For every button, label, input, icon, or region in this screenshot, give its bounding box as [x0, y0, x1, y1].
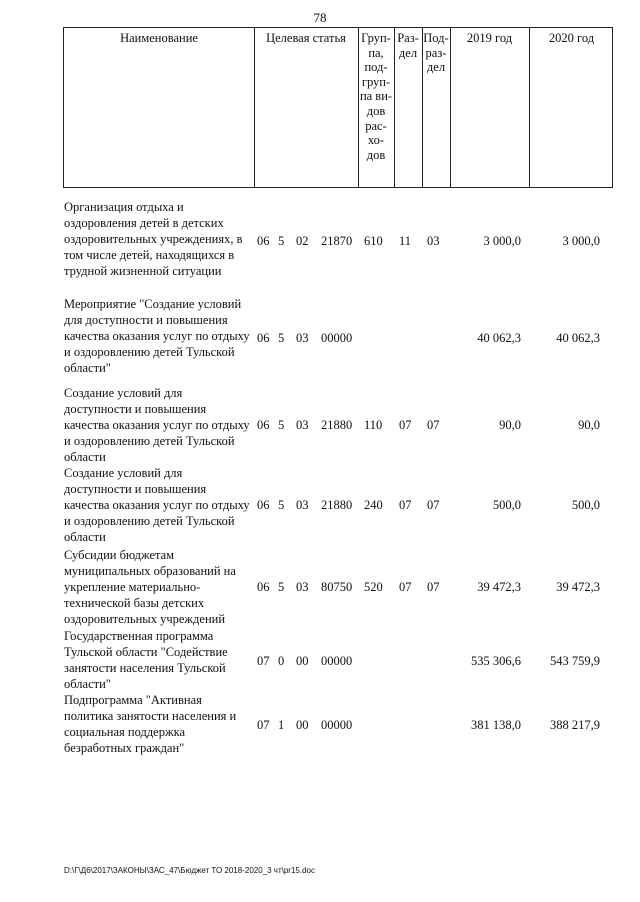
- target-subprogram: 1: [278, 718, 285, 732]
- target-program: 06: [257, 580, 270, 594]
- row-name: Мероприятие "Создание условий для доступности и повышения качества оказания услуг по отдыху и оздоровлению детей Тульской области": [64, 297, 250, 376]
- header-group-line: груп-: [361, 74, 391, 89]
- amount-2020: 388 217,9: [550, 718, 600, 732]
- target-event: 03: [296, 418, 309, 432]
- amount-2019: 500,0: [492, 498, 521, 512]
- subsection: 03: [427, 234, 440, 248]
- target-event: 03: [296, 580, 309, 594]
- header-2020: 2020 год: [548, 31, 595, 45]
- header-group-line: рас-: [365, 118, 387, 133]
- amount-2020: 40 062,3: [556, 331, 600, 345]
- target-program: 06: [257, 498, 270, 512]
- target-event: 02: [296, 234, 309, 248]
- target-direction: 21880: [321, 418, 353, 432]
- target-subprogram: 5: [278, 498, 285, 512]
- header-group: [358, 31, 394, 162]
- header-subsection-line: раз-: [425, 45, 447, 60]
- row-name: Создание условий для доступности и повышения качества оказания услуг по отдыху и оздоровлению детей Тульской области: [64, 466, 250, 545]
- row-name: Организация отдыха и оздоровления детей в детских оздоровительных учреждениях, в том числе детей, находящихся в трудной жизненной ситуации: [64, 200, 243, 279]
- amount-2020: 3 000,0: [562, 234, 600, 248]
- target-direction: 00000: [321, 654, 353, 668]
- header-target: Целевая статья: [266, 31, 346, 45]
- target-event: 00: [296, 654, 309, 668]
- amount-2020: 39 472,3: [556, 580, 600, 594]
- target-event: 00: [296, 718, 309, 732]
- header-section-line: дел: [398, 45, 418, 60]
- header-subsection-line: Под-: [423, 31, 449, 45]
- header-divider: [529, 28, 530, 187]
- target-program: 07: [257, 718, 270, 732]
- amount-2019: 39 472,3: [477, 580, 521, 594]
- target-subprogram: 5: [278, 331, 285, 345]
- header-group-line: Груп-: [361, 31, 391, 45]
- header-subsection: [422, 31, 450, 75]
- section: 11: [399, 234, 412, 248]
- header-group-line: па,: [368, 45, 384, 60]
- target-event: 03: [296, 331, 309, 345]
- target-program: 06: [257, 331, 270, 345]
- target-direction: 80750: [321, 580, 353, 594]
- subsection: 07: [427, 498, 440, 512]
- header-subsection-line: дел: [426, 60, 446, 75]
- target-program: 06: [257, 418, 270, 432]
- amount-2019: 535 306,6: [471, 654, 521, 668]
- target-subprogram: 0: [278, 654, 285, 668]
- page-number: 78: [313, 10, 327, 25]
- header-section: [394, 31, 422, 60]
- target-event: 03: [296, 498, 309, 512]
- amount-2019: 3 000,0: [483, 234, 521, 248]
- header-name: Наименование: [120, 31, 198, 45]
- header-group-line: дов: [366, 147, 386, 162]
- file-path-footer: D:\Г\Д6\2017\ЗАКОНЫ\ЗАС_47\Бюджет ТО 2018-2020_3 чт\pr15.doc: [64, 866, 315, 875]
- section: 07: [399, 580, 412, 594]
- row-name: Государственная программа Тульской области "Содействие занятости населения Тульской области": [64, 629, 228, 692]
- amount-2020: 500,0: [571, 498, 600, 512]
- target-program: 07: [257, 654, 270, 668]
- subsection: 07: [427, 580, 440, 594]
- target-direction: 21870: [321, 234, 353, 248]
- table-header: [63, 27, 613, 188]
- target-program: 06: [257, 234, 270, 248]
- header-section-line: Раз-: [397, 31, 419, 45]
- row-name: Подпрограмма "Активная политика занятости населения и социальная поддержка безработных граждан": [64, 693, 237, 756]
- row-name: Создание условий для доступности и повышения качества оказания услуг по отдыху и оздоровлению детей Тульской области: [64, 386, 250, 465]
- header-divider: [254, 28, 255, 187]
- target-subprogram: 5: [278, 580, 285, 594]
- header-group-line: под-: [364, 60, 388, 75]
- expense-group: 240: [364, 498, 383, 512]
- target-direction: 21880: [321, 498, 353, 512]
- header-2019: 2019 год: [466, 31, 513, 45]
- target-subprogram: 5: [278, 234, 285, 248]
- row-name: Субсидии бюджетам муниципальных образований на укрепление материально-технической базы детских оздоровительных учреждений: [64, 548, 236, 627]
- amount-2019: 40 062,3: [477, 331, 521, 345]
- expense-group: 110: [364, 418, 383, 432]
- expense-group: 610: [364, 234, 383, 248]
- amount-2019: 90,0: [499, 418, 521, 432]
- target-direction: 00000: [321, 331, 353, 345]
- amount-2019: 381 138,0: [471, 718, 521, 732]
- header-group-line: хо-: [367, 133, 385, 148]
- target-subprogram: 5: [278, 418, 285, 432]
- header-group-line: дов: [366, 103, 386, 118]
- expense-group: 520: [364, 580, 383, 594]
- header-group-line: па ви-: [359, 89, 393, 104]
- subsection: 07: [427, 418, 440, 432]
- target-direction: 00000: [321, 718, 353, 732]
- header-divider: [450, 28, 451, 187]
- amount-2020: 90,0: [578, 418, 600, 432]
- section: 07: [399, 498, 412, 512]
- section: 07: [399, 418, 412, 432]
- amount-2020: 543 759,9: [550, 654, 600, 668]
